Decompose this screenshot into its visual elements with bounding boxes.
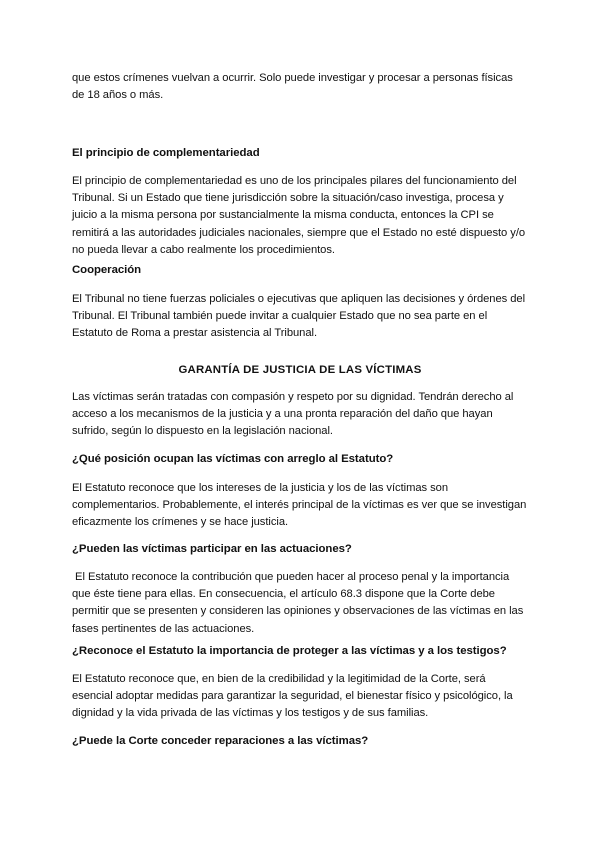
text-line: juicio a la misma persona por sustancialmente la misma conducta, entonces la CPI se [72,209,494,222]
text-line: complementarios. Probablemente, el interés principal de la víctimas es ver que se investigan [72,499,527,512]
question-1: ¿Qué posición ocupan las víctimas con arreglo al Estatuto? [72,453,394,465]
text-line: remitirá a las autoridades judiciales nacionales, siempre que el Estado no esté dispuesto y/o [72,226,526,239]
paragraph-complementariedad [72,173,534,259]
answer-1 [72,480,534,532]
text-line: Tribunal. Si un Estado que tiene jurisdicción sobre la situación/caso investiga, procesa y [72,192,504,205]
text-line: eficazmente los crímenes y se hace justicia. [72,516,289,529]
text-line: permitir que se presenten y consideren las opiniones y observaciones de las víctimas en las [72,605,524,618]
text-line: El Estatuto reconoce que los intereses de la justicia y los de las víctimas son [72,482,448,494]
text-line: El Tribunal no tiene fuerzas policiales o ejecutivas que apliquen las decisiones y órdenes del [72,293,526,305]
paragraph-cooperacion [72,291,534,343]
text-line: no pueda llevar a cabo realmente los procedimientos. [72,243,335,256]
text-line: esencial adoptar medidas para garantizar la seguridad, el bienestar físico y psicológico, la [72,690,513,703]
question-4: ¿Puede la Corte conceder reparaciones a las víctimas? [72,735,369,747]
heading-cooperacion: Cooperación [72,264,142,276]
question-3: ¿Reconoce el Estatuto la importancia de proteger a las víctimas y a los testigos? [72,645,507,657]
text-line: sufrido, según lo dispuesto en la legislación nacional. [72,425,333,438]
text-line: que estos crímenes vuelvan a ocurrir. Solo puede investigar y procesar a personas físicas [72,72,513,84]
continuation-paragraph [72,70,534,104]
section-title: GARANTÍA DE JUSTICIA DE LAS VÍCTIMAS [178,364,422,376]
text-line: Tribunal. El Tribunal también puede invitar a cualquier Estado que no sea parte en el [72,310,488,323]
answer-3 [72,671,534,723]
text-line: dignidad y la vida privada de las víctimas y los testigos y de sus familias. [72,707,429,720]
text-line: fases pertinentes de las actuaciones. [72,622,255,635]
text-line: El Estatuto reconoce que, en bien de la credibilidad y la legitimidad de la Corte, será [72,673,486,685]
text-line: que éste tiene para ellas. En consecuencia, el artículo 68.3 dispone que la Corte debe [72,588,495,601]
text-line: Las víctimas serán tratadas con compasión y respeto por su dignidad. Tendrán derecho al [72,391,514,403]
text-line: El Estatuto reconoce la contribución que pueden hacer al proceso penal y la importancia [72,571,510,583]
text-line: de 18 años o más. [72,89,164,102]
answer-2 [72,569,534,638]
question-2: ¿Pueden las víctimas participar en las actuaciones? [72,543,352,555]
paragraph-victimas [72,389,534,441]
heading-complementariedad: El principio de complementariedad [72,147,260,159]
text-line: Estatuto de Roma a prestar asistencia al Tribunal. [72,327,317,340]
text-line: acceso a los mecanismos de la justicia y a una pronta reparación del daño que hayan [72,408,493,421]
text-line: El principio de complementariedad es uno de los principales pilares del funcionamiento del [72,175,517,187]
